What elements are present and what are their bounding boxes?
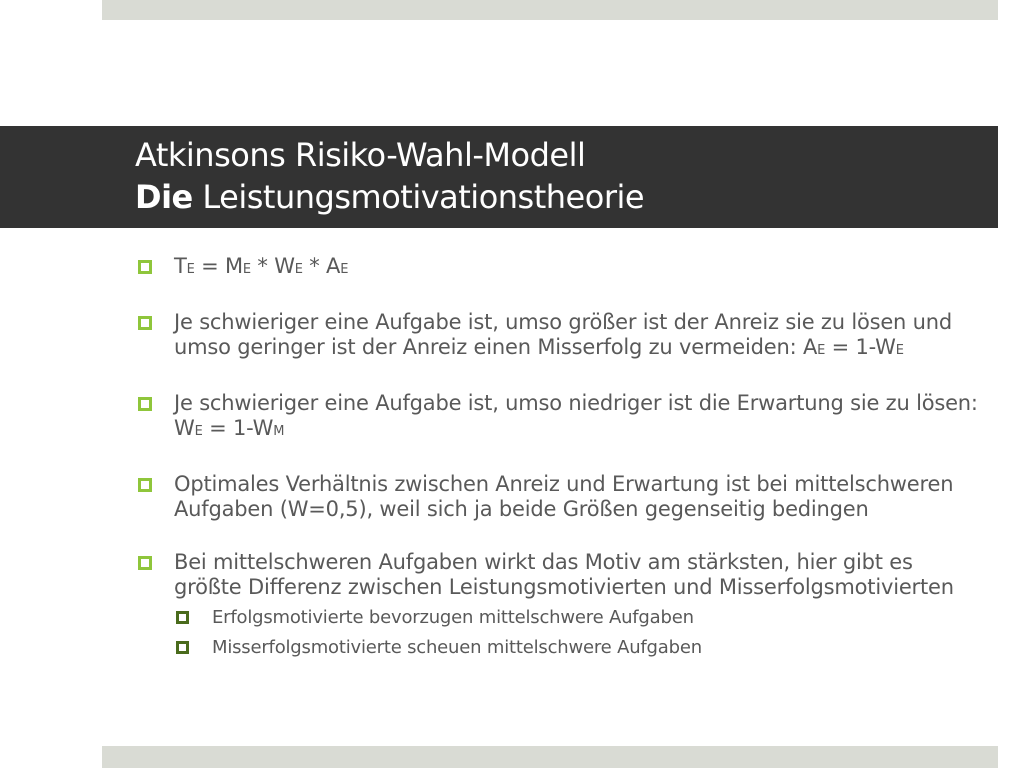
square-bullet-icon: [138, 316, 152, 330]
bullet-item-erwartung: Je schwieriger eine Aufgabe ist, umso niedriger ist die Erwartung sie zu lösen: WE = 1-WM: [136, 391, 986, 444]
bullet-item-optimal: Optimales Verhältnis zwischen Anreiz und Erwartung ist bei mittelschweren Aufgaben (W=0,5), weil sich ja beide Größen gegenseitig bedingen: [136, 472, 986, 522]
title-line-2: [135, 176, 995, 218]
square-bullet-icon: [138, 397, 152, 411]
bullet-list: [136, 254, 986, 660]
bullet-item-motiv: Bei mittelschweren Aufgaben wirkt das Motiv am stärksten, hier gibt es größte Differenz zwischen Leistungsmotivierten und Misserfolgsmotivierten: [136, 550, 986, 600]
title-bold-word: Die: [135, 178, 193, 216]
title-line-1: Atkinsons Risiko-Wahl-Modell: [135, 136, 586, 174]
bullet-item-anreiz: Je schwieriger eine Aufgabe ist, umso größer ist der Anreiz sie zu lösen und umso geringer ist der Anreiz einen Misserfolg zu vermeiden: AE = 1-WE: [136, 310, 986, 363]
square-sub-bullet-icon: [176, 641, 189, 654]
bullet-item-formula: TE = ME * WE * AE: [136, 254, 986, 282]
square-bullet-icon: [138, 478, 152, 492]
sub-bullet-item-erfolg: Erfolgsmotivierte bevorzugen mittelschwere Aufgaben: [136, 606, 986, 630]
square-bullet-icon: [138, 260, 152, 274]
sub-bullet-item-misserfolg: Misserfolgsmotivierte scheuen mittelschwere Aufgaben: [136, 636, 986, 660]
top-decorative-band: [102, 0, 998, 20]
bottom-decorative-band: [102, 746, 998, 768]
square-bullet-icon: [138, 556, 152, 570]
slide-title: [135, 134, 995, 218]
title-line-2-rest: Leistungsmotivationstheorie: [192, 178, 645, 216]
square-sub-bullet-icon: [176, 611, 189, 624]
